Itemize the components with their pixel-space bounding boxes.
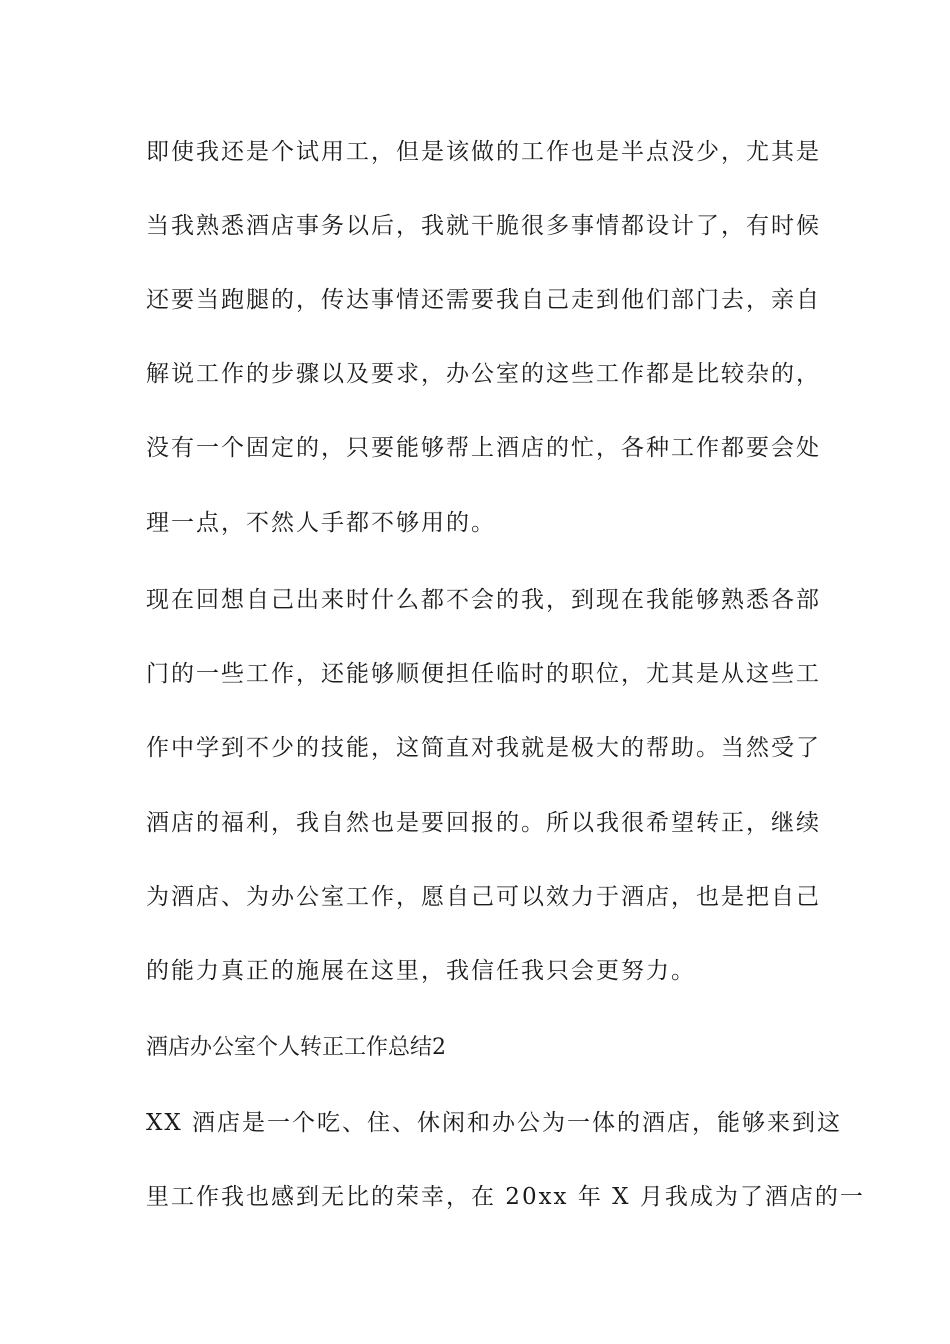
paragraph-1-line-1: 即使我还是个试用工，但是该做的工作也是半点没少，尤其是 — [146, 139, 821, 165]
paragraph-2-line-2: 门的一些工作，还能够顺便担任临时的职位，尤其是从这些工 — [146, 661, 821, 687]
paragraph-1-line-2: 当我熟悉酒店事务以后，我就干脆很多事情都设计了，有时候 — [146, 213, 821, 239]
paragraph-1-line-4: 解说工作的步骤以及要求，办公室的这些工作都是比较杂的， — [146, 361, 821, 387]
paragraph-3-line-1: XX 酒店是一个吃、住、休闲和办公为一体的酒店，能够来到这 — [146, 1110, 843, 1136]
paragraph-1-line-6: 理一点，不然人手都不够用的。 — [146, 510, 496, 536]
section-heading: 酒店办公室个人转正工作总结2 — [146, 1035, 446, 1060]
paragraph-1-line-3: 还要当跑腿的，传达事情还需要我自己走到他们部门去，亲自 — [146, 287, 821, 313]
paragraph-2-line-1: 现在回想自己出来时什么都不会的我，到现在我能够熟悉各部 — [146, 587, 821, 613]
paragraph-2-line-4: 酒店的福利，我自然也是要回报的。所以我很希望转正，继续 — [146, 810, 821, 836]
paragraph-2-line-5: 为酒店、为办公室工作，愿自己可以效力于酒店，也是把自己 — [146, 884, 821, 910]
paragraph-1-line-5: 没有一个固定的，只要能够帮上酒店的忙，各种工作都要会处 — [146, 435, 821, 461]
paragraph-3-line-2: 里工作我也感到无比的荣幸，在 20xx 年 X 月我成为了酒店的一 — [146, 1184, 865, 1210]
paragraph-2-line-3: 作中学到不少的技能，这简直对我就是极大的帮助。当然受了 — [146, 735, 821, 761]
paragraph-2-line-6: 的能力真正的施展在这里，我信任我只会更努力。 — [146, 958, 696, 984]
